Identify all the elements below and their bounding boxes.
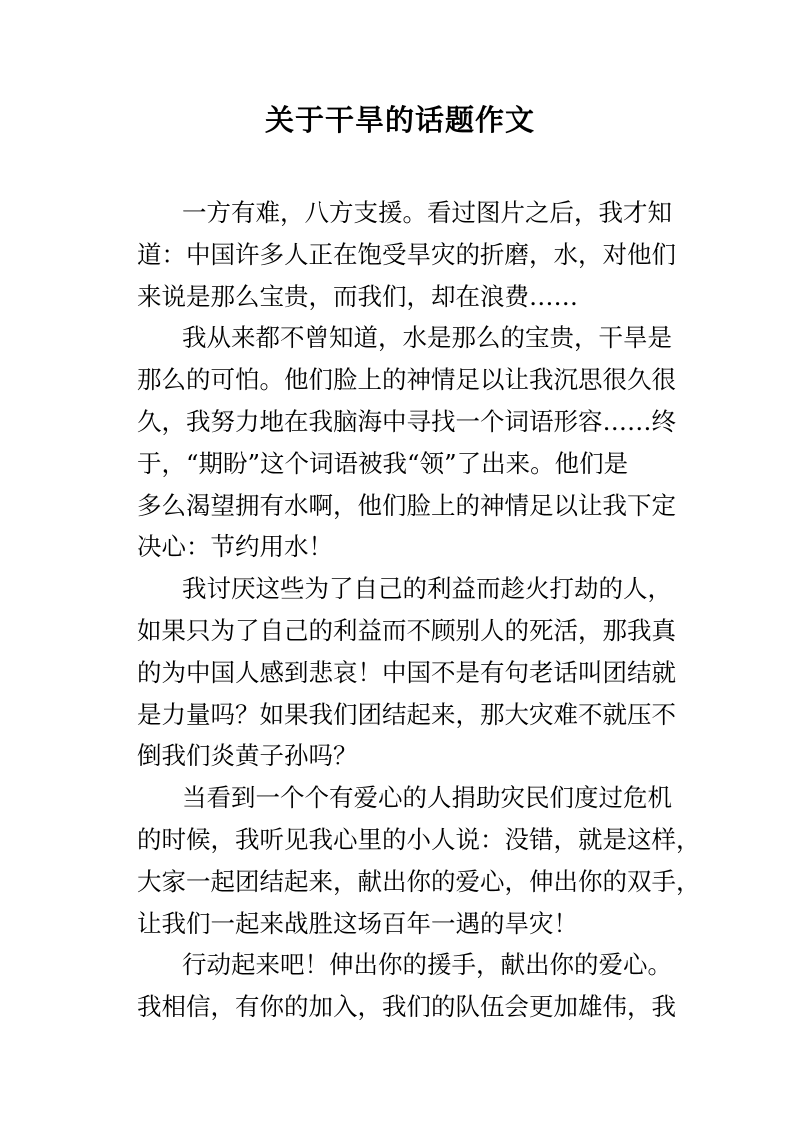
page-title: 关于干旱的话题作文 xyxy=(264,103,535,137)
text-line: 大家一起团结起来，献出你的爱心，伸出你的双手， xyxy=(137,866,701,896)
text-line: 当看到一个个有爱心的人捐助灾民们度过危机 xyxy=(182,783,672,813)
text-line: 道：中国许多人正在饱受旱灾的折磨，水，对他们 xyxy=(137,239,676,269)
text-line: 如果只为了自己的利益而不顾别人的死活，那我真 xyxy=(137,615,676,645)
text-line: 决心：节约用水！ xyxy=(137,532,333,562)
text-line: 多么渴望拥有水啊，他们脸上的神情足以让我下定 xyxy=(137,490,676,520)
paragraph xyxy=(137,944,676,1028)
text-line: 我讨厌这些为了自己的利益而趁火打劫的人， xyxy=(182,574,672,604)
article-body xyxy=(137,192,701,1028)
text-line: 倒我们炎黄子孙吗？ xyxy=(137,741,358,771)
text-line: 是力量吗？如果我们团结起来，那大灾难不就压不 xyxy=(137,699,676,729)
text-line: 的时候，我听见我心里的小人说：没错，就是这样， xyxy=(137,824,701,854)
text-line: 行动起来吧！伸出你的援手，献出你的爱心。 xyxy=(182,950,672,980)
paragraph xyxy=(137,192,676,317)
text-line: 那么的可怕。他们脸上的神情足以让我沉思很久很 xyxy=(137,365,676,395)
paragraph xyxy=(137,568,676,777)
text-line: 于，“期盼”这个词语被我“领”了出来。他们是 xyxy=(137,448,629,478)
paragraph xyxy=(137,317,676,568)
text-line: 我从来都不曾知道，水是那么的宝贵，干旱是 xyxy=(182,323,672,353)
text-line: 让我们一起来战胜这场百年一遇的旱灾！ xyxy=(137,908,578,938)
text-line: 我相信，有你的加入，我们的队伍会更加雄伟，我 xyxy=(137,992,676,1022)
text-line: 的为中国人感到悲哀！中国不是有句老话叫团结就 xyxy=(137,657,676,687)
text-line: 来说是那么宝贵，而我们，却在浪费…… xyxy=(137,281,578,311)
text-line: 久，我努力地在我脑海中寻找一个词语形容……终 xyxy=(137,406,676,436)
text-line: 一方有难，八方支援。看过图片之后，我才知 xyxy=(182,198,672,227)
paragraph xyxy=(137,777,701,944)
